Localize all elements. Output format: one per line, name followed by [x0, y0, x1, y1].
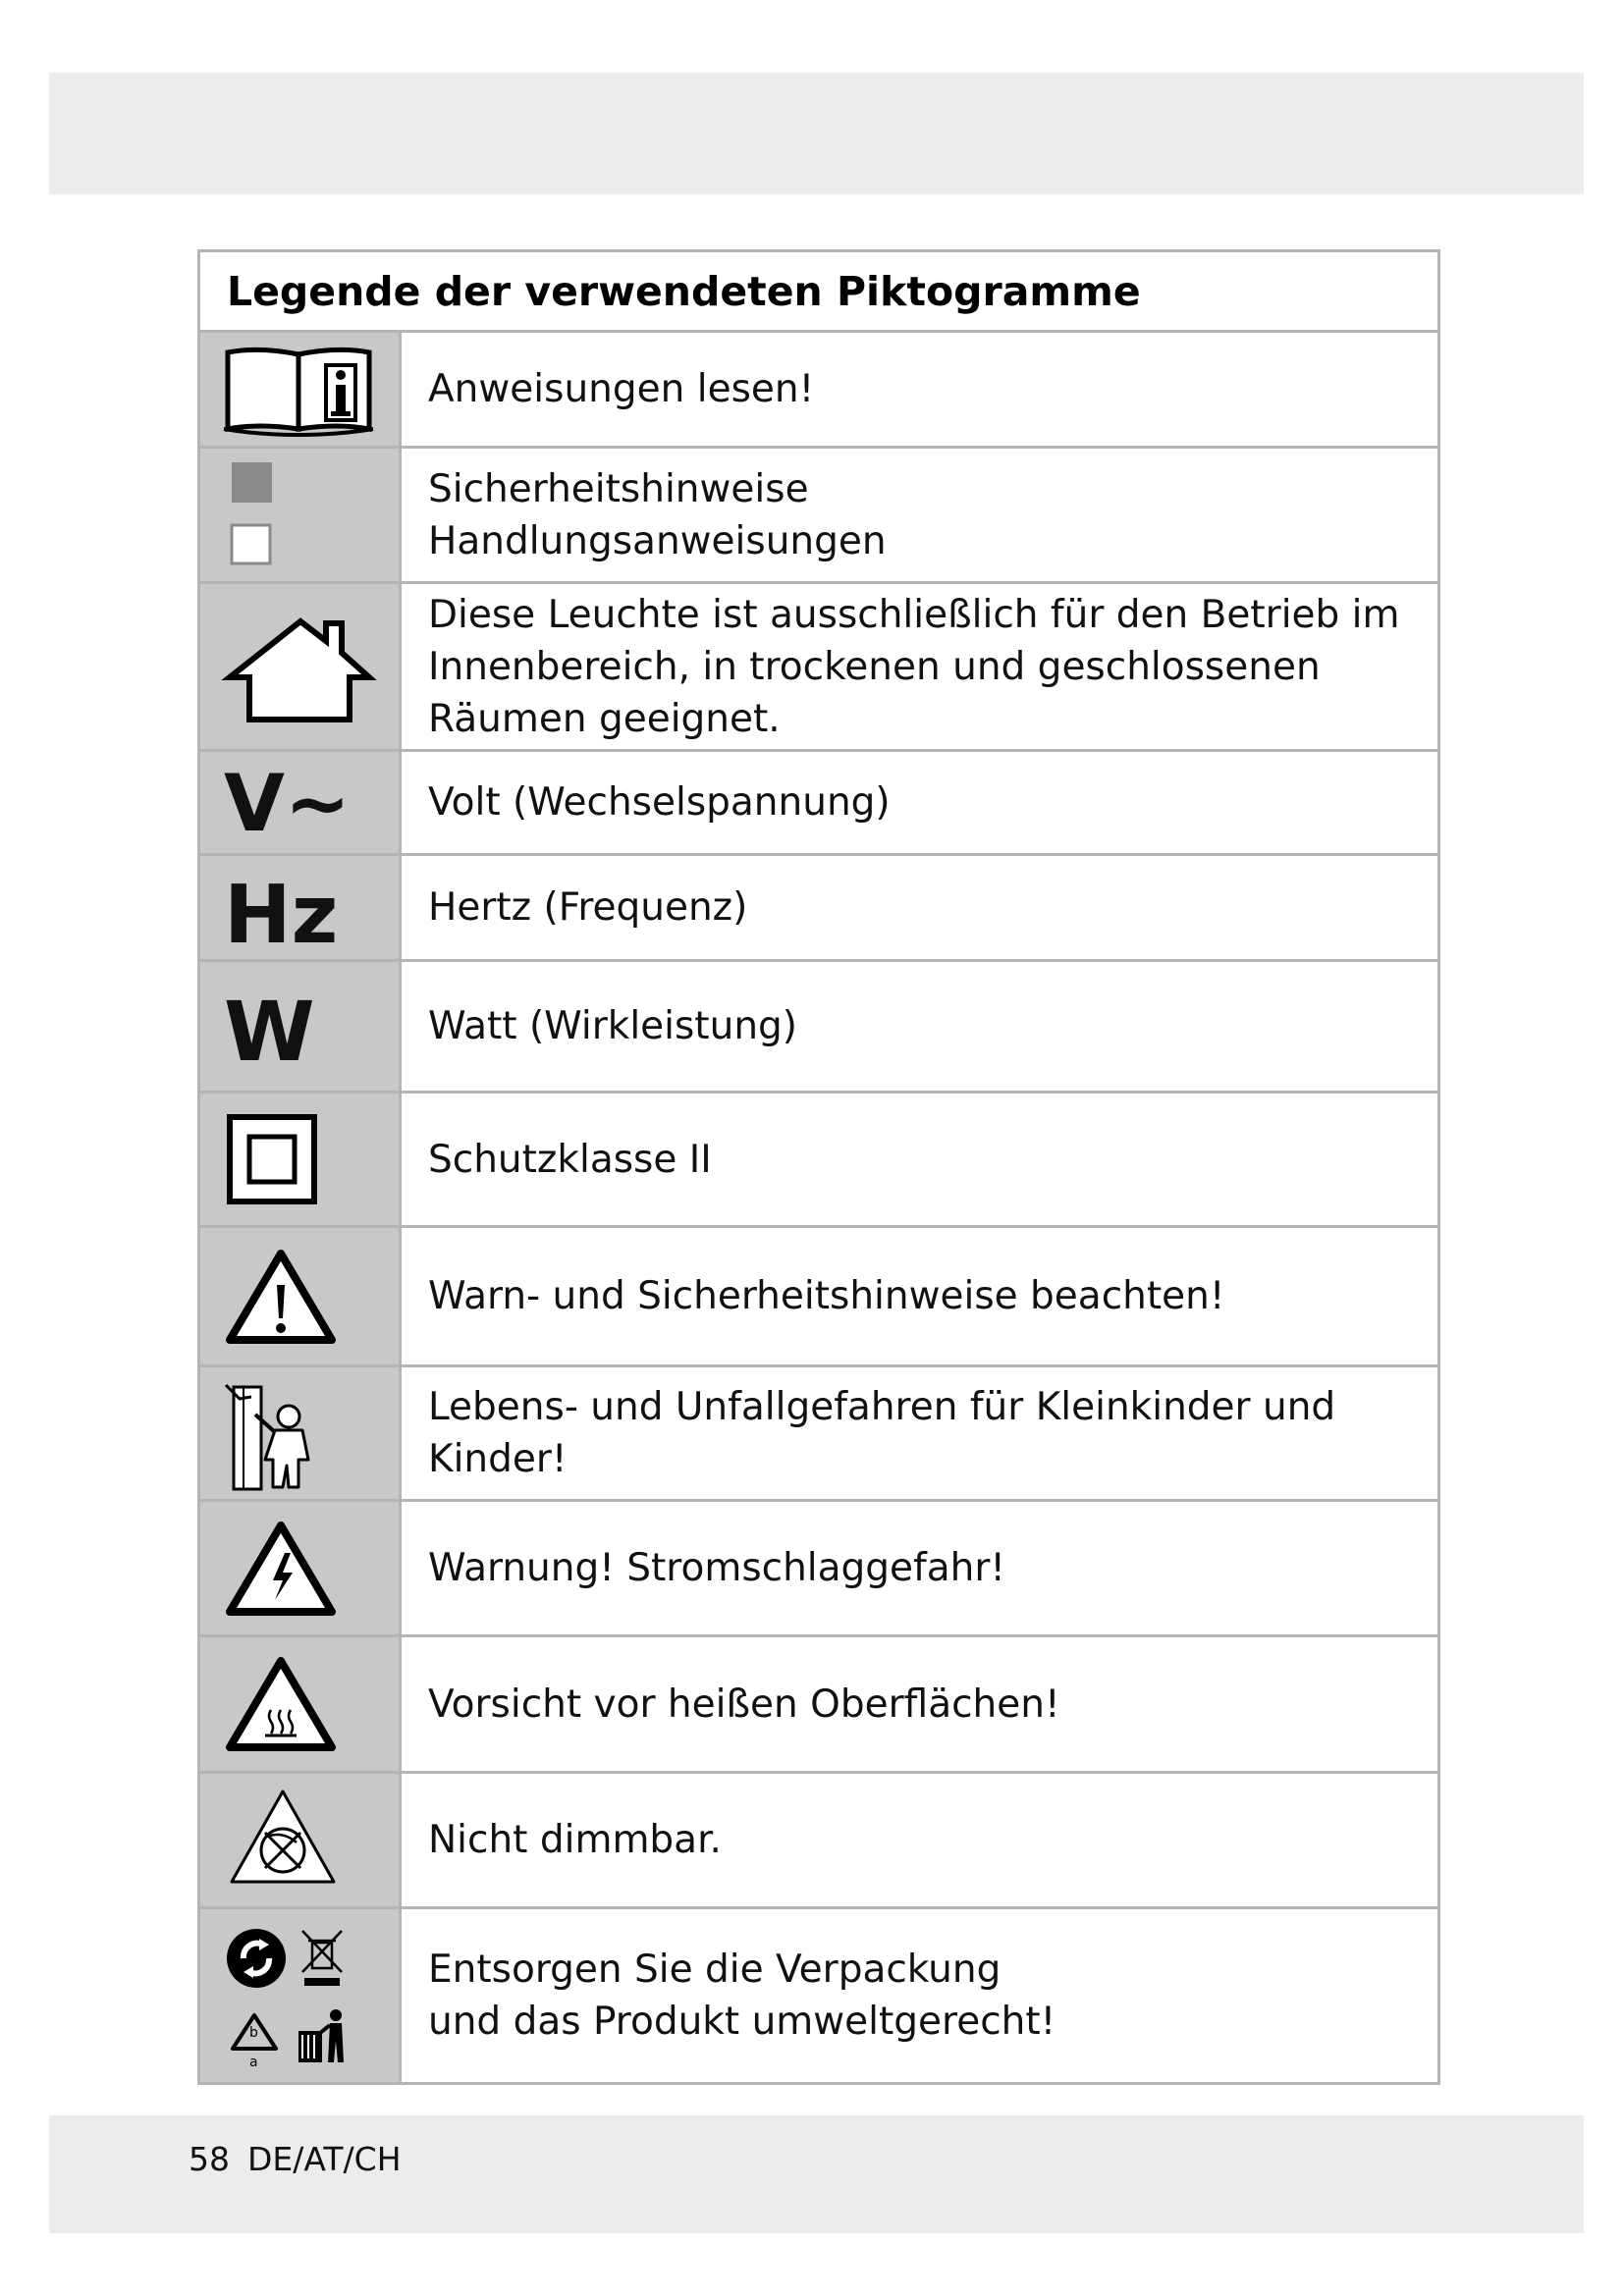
electric-shock-icon	[200, 1502, 402, 1634]
legend-text-line: und das Produkt umweltgerecht!	[428, 2000, 1056, 2044]
legend-row	[200, 1228, 1437, 1367]
page-number: 58	[189, 2140, 230, 2178]
legend-text-line: Hertz (Frequenz)	[428, 885, 748, 930]
green-dot-icon	[227, 1929, 286, 1988]
not-dimmable-icon	[200, 1774, 402, 1906]
legend-text-line: Nicht dimmbar.	[428, 1818, 722, 1862]
legend-row	[200, 962, 1437, 1094]
house-icon	[200, 584, 402, 749]
watt-icon	[200, 962, 402, 1091]
warning-triangle-icon	[200, 1228, 402, 1364]
legend-text-line: Sicherheitshinweise	[428, 466, 809, 511]
legend-row	[200, 752, 1437, 856]
legend-row	[200, 856, 1437, 962]
legend-row	[200, 1367, 1437, 1502]
legend-text-line: Entsorgen Sie die Verpackung	[428, 1948, 1001, 1992]
recycling-disposal-icon	[200, 1909, 402, 2082]
crossed-bin-icon	[302, 1931, 342, 1986]
legend-text-line: Räumen geeignet.	[428, 696, 781, 741]
legend-text-line: Handlungsanweisungen	[428, 518, 887, 563]
hertz-icon	[200, 856, 402, 962]
top-band	[49, 73, 1584, 194]
legend-text-line: Warnung! Stromschlaggefahr!	[428, 1546, 1006, 1590]
watt-symbol: W	[224, 984, 315, 1080]
volt-symbol: V~	[224, 758, 351, 849]
legend-text-line: Vorsicht vor heißen Oberflächen!	[428, 1682, 1060, 1727]
legend-text-line: Anweisungen lesen!	[428, 367, 815, 411]
read-instructions-icon	[200, 333, 402, 446]
recycle-triangle-icon	[233, 2015, 276, 2070]
legend-row	[200, 1637, 1437, 1774]
pictogram-legend-table	[197, 249, 1440, 2085]
legend-row	[200, 1094, 1437, 1228]
recycle-label-b: b	[249, 2025, 258, 2041]
legend-row	[200, 333, 1437, 449]
legend-text-line: Volt (Wechselspannung)	[428, 780, 891, 825]
legend-text-line: Diese Leuchte ist ausschließlich für den Betrieb im	[428, 592, 1400, 637]
legend-row	[200, 449, 1437, 584]
recycle-label-a: a	[249, 2055, 258, 2070]
tidy-man-icon	[298, 2009, 344, 2062]
legend-text-line: Watt (Wirkleistung)	[428, 1004, 798, 1048]
legend-row	[200, 1909, 1437, 2082]
volt-ac-icon	[200, 752, 402, 853]
legend-row	[200, 1502, 1437, 1637]
child-danger-icon	[200, 1367, 402, 1499]
hertz-symbol: Hz	[224, 869, 339, 962]
legend-row	[200, 1774, 1437, 1909]
hot-surface-icon	[200, 1637, 402, 1771]
square-markers-icon	[200, 449, 402, 581]
legend-text-line: Warn- und Sicherheitshinweise beachten!	[428, 1274, 1225, 1318]
legend-text-line: Innenbereich, in trockenen und geschlossenen	[428, 644, 1321, 689]
legend-text-line: Lebens- und Unfallgefahren für Kleinkinder und Kinder!	[428, 1385, 1336, 1481]
legend-row	[200, 584, 1437, 752]
region-codes: DE/AT/CH	[247, 2140, 402, 2178]
legend-title: Legende der verwendeten Piktogramme	[200, 252, 1437, 333]
page-footer	[189, 2140, 402, 2178]
protection-class-ii-icon	[200, 1094, 402, 1225]
legend-text-line: Schutzklasse II	[428, 1137, 712, 1182]
